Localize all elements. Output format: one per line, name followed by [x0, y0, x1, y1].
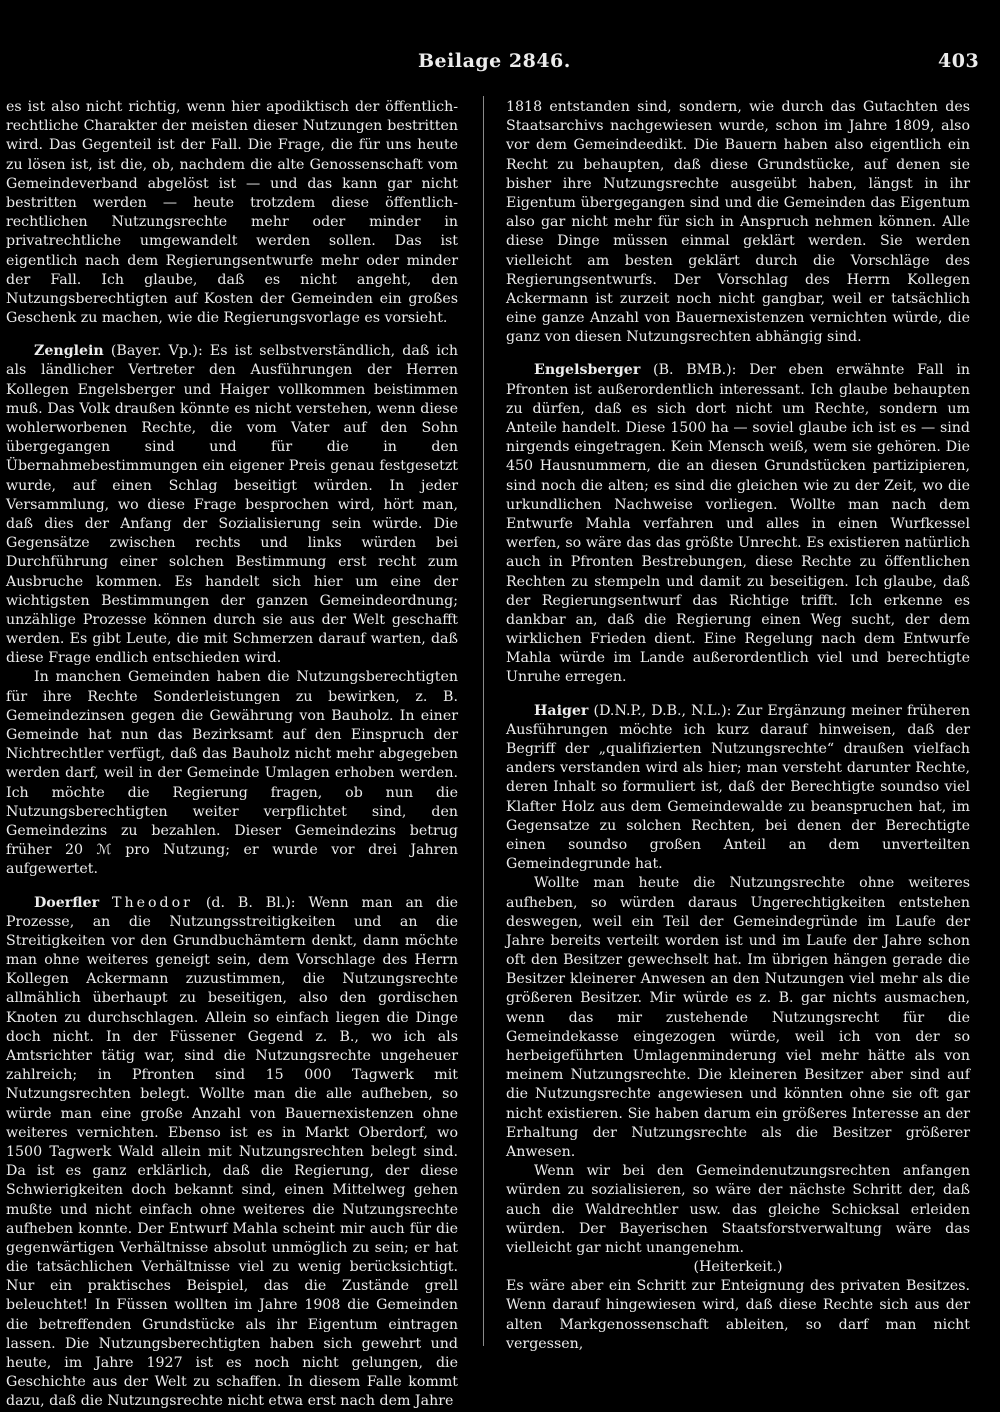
paragraph: In manchen Gemeinden haben die Nutzungsberechtigten für ihre Rechte Sonderleistungen zu bewirken, z. B. Gemeindezinsen gegen die Gewährung von Bauholz. In einer Gemeinde hat nun das Bezirksamt auf den Einspruch der Nichtrechtler verfügt, daß das Bauholz nicht mehr abgegeben werden darf, weil in der Gemeinde Umlagen erhoben werden. Ich möchte die Regierung fragen, ob nun die Nutzungsberechtigten weiter verpflichtet sind, den Gemeindezins zu bezahlen. Dieser Gemeindezins betrug früher 20 ℳ pro Nutzung; er wurde vor drei Jahren aufgewertet. — [6, 669, 458, 878]
speech-text: Es ist selbstverständlich, daß ich als ländlicher Vertreter den Ausführungen der Herren Kollegen Engelsberger und Haiger vollkommen beistimmen muß. Das Volk draußen könnte es nicht verstehen, wenn diese wohlerworbenen Rechte, die vom Vater auf den Sohn übergegangen sind und für die in den Übernahmebestimmungen ein eigener Preis genau festgesetzt wurde, auf einen Schlag beseitigt würden. In jeder Versammlung, wo diese Frage besprochen wird, hört man, daß dies der Anfang der Sozialisierung sein würde. Die Gegensätze zwischen rechts und links würden bei Durchführung einer solchen Bestimmung erst recht zum Ausbruche kommen. Es handelt sich hier um eine der wichtigsten Bestimmungen der ganzen Gemeindeordnung; unzählige Prozesse können durch sie aus der Welt geschafft werden. Es gibt Leute, die mit Schmerzen darauf warten, daß diese Frage endlich entschieden wird. — [6, 343, 459, 667]
paragraph: Wenn wir bei den Gemeindenutzungsrechten anfangen würden zu sozialisieren, so wäre der nächste Schritt der, daß auch die Waldrechtler usw. das gleiche Schicksal erleiden würden. Der Bayerischen Staatsforstverwaltung wäre das vielleicht gar nicht unangenehm. — [506, 1163, 970, 1256]
speaker-name: Doerfler — [34, 894, 100, 911]
speech-doerfler — [6, 894, 458, 1412]
speaker-name: Haiger — [534, 702, 589, 719]
speaker-party: (D.N.P., D.B., N.L.): — [593, 702, 732, 719]
page-header-title: Beilage 2846. — [418, 50, 571, 72]
paragraph: Wollte man heute die Nutzungsrechte ohne weiteres aufheben, so würden daraus Ungerechtigkeiten entstehen deswegen, weil ein Teil der Gemeindegründe im Laufe der Jahre bereits verteilt worden ist und im Laufe der Jahre schon oft den Besitzer gewechselt hat. Im übrigen hängen gerade die Besitzer kleinerer Anwesen an den Nutzungen viel mehr als die größeren Besitzer. Mir würde es z. B. gar nichts ausmachen, wenn das mir zustehende Nutzungsrecht für die Gemeindekasse eingezogen würde, weil ich von der so herbeigeführten Umlagenminderung viel mehr hätte als von meinem Nutzungsrechte. Die kleineren Besitzer aber sind auf die Nutzungsrechte angewiesen und könnten ohne sie oft gar nicht existieren. Sie haben darum ein größeres Interesse an der Erhaltung der Nutzungsrechte als die Besitzer größerer Anwesen. — [506, 875, 970, 1160]
interjection: (Heiterkeit.) — [693, 1259, 783, 1276]
speech-engelsberger — [506, 361, 970, 687]
paragraph: 1818 entstanden sind, sondern, wie durch das Gutachten des Staatsarchivs nachgewiesen wurde, schon im Jahre 1809, also vor dem Gemeindeedikt. Die Bauern haben also eigentlich ein Recht zu behaupten, daß diese Grundstücke, auf denen sie bisher ihre Nutzungsrechte ausgeübt haben, längst in ihr Eigentum übergegangen sind und die Gemeinden das Eigentum also gar nicht mehr für sich in Anspruch nehmen können. Alle diese Dinge müssen einmal geklärt werden. Sie werden vielleicht am besten geklärt durch die Vorschläge des Regierungsentwurfs. Der Vorschlag des Herrn Kollegen Ackermann ist zurzeit noch nicht gangbar, weil er tatsächlich eine ganze Anzahl von Bauernexistenzen vernichten würde, die ganz von diesen Nutzungsrechten abhängig sind. — [506, 99, 970, 346]
speaker-party: (d. B. Bl.): — [205, 894, 296, 911]
speech-text: Der eben erwähnte Fall in Pfronten ist außerordentlich interessant. Ich glaube behaupten zu dürfen, daß es sich dort nicht um Rechte, sondern um Anteile handelt. Diese 1500 ha — soviel glaube ich ist es — sind nirgends eingetragen. Kein Mensch weiß, wem sie gehören. Die 450 Hausnummern, die an diesen Grundstücken partizipieren, sind noch die alten; es sind die gleichen wie zu der Zeit, wo die urkundlichen Nachweise vorliegen. Wollte man nach dem Entwurfe Mahla verfahren und alles in einen Wurfkessel werfen, so wäre das das größte Unrecht. Es existieren natürlich auch in Pfronten Bestrebungen, diese Rechte zu öffentlichen Rechten zu stempeln und damit zu beseitigen. Ich glaube, daß der Regierungsentwurf das Richtige trifft. Ich erkenne es dankbar an, daß die Regierung einen Weg sucht, der dem wirklichen Frieden dient. Eine Regelung nach dem Entwurfe Mahla würde im Lande außerordentlich viel und berechtigte Unruhe erregen. — [506, 362, 970, 686]
speaker-name: Zenglein — [34, 343, 104, 360]
column-divider — [483, 96, 484, 1346]
speaker-party: (Bayer. Vp.): — [110, 343, 203, 360]
speech-zenglein — [6, 342, 458, 668]
right-column — [506, 98, 970, 1354]
speech-haiger — [506, 702, 970, 875]
speaker-first-name: Theodor — [112, 894, 193, 911]
page-number: 403 — [938, 50, 980, 72]
speaker-party: (B. BMB.): — [653, 362, 737, 379]
paragraph: Es wäre aber ein Schritt zur Enteignung des privaten Besitzes. Wenn darauf hingewiesen wird, daß diese Rechte sich aus der alten Markgenossenschaft ableiten, so darf man nicht vergessen, — [506, 1278, 970, 1352]
speech-text: Zur Ergänzung meiner früheren Ausführungen möchte ich kurz darauf hinweisen, daß der Begriff der „qualifizierten Nutzungsrechte“ draußen vielfach anders verstanden wird als hier; man versteht darunter Rechte, deren Inhalt so formuliert ist, daß der Berechtigte soundso viel Klafter Holz aus dem Gemeindewalde zu beanspruchen hat, im Gegensatze zu solchen Rechten, bei denen der Berechtigte einen soundso großen Anteil an dem unverteilten Gemeindegrunde hat. — [506, 702, 970, 873]
left-column — [6, 98, 458, 1412]
paragraph: es ist also nicht richtig, wenn hier apodiktisch der öffentlich-rechtliche Charakter der meisten dieser Nutzungen bestritten wird. Das Gegenteil ist der Fall. Die Frage, die für uns heute zu lösen ist, ist die, ob, nachdem die alte Genossenschaft vom Gemeindeverband abgelöst ist — und das kann gar nicht bestritten werden — heute trotzdem diese öffentlich-rechtlichen Nutzungsrechte mehr oder minder in privatrechtliche umgewandelt werden sollen. Das ist eigentlich nach dem Regierungsentwurfe mehr oder minder der Fall. Ich glaube, daß es nicht angeht, den Nutzungsberechtigten auf Kosten der Gemeinden ein großes Geschenk zu machen, wie die Regierungsvorlage es vorsieht. — [6, 99, 458, 327]
speaker-name: Engelsberger — [534, 362, 641, 379]
speech-text: Wenn man an die Prozesse, an die Nutzungsstreitigkeiten und an die Streitigkeiten vor den Grundbuchämtern denkt, dann möchte man ohne weiteres geneigt sein, dem Vorschlage des Herrn Kollegen Ackermann zuzustimmen, die Nutzungsrechte allmählich überhaupt zu beseitigen, also den gordischen Knoten zu durchschlagen. Allein so einfach liegen die Dinge doch nicht. In der Füssener Gegend z. B., wo ich als Amtsrichter tätig war, sind die Nutzungsrechte ungeheuer zahlreich; in Pfronten sind 15 000 Tagwerk mit Nutzungsrechten belegt. Wollte man die alle aufheben, so würde man eine große Anzahl von Bauernexistenzen ohne weiteres vernichten. Ebenso ist es in Markt Oberdorf, wo 1500 Tagwerk Wald allein mit Nutzungsrechten belegt sind. Da ist es ganz erklärlich, daß die Regierung, der diese Schwierigkeiten doch bekannt sind, einen Mittelweg gehen mußte und nicht einfach ohne weiteres die Nutzungsrechte aufheben konnte. Der Entwurf Mahla scheint mir auch für die gegenwärtigen Verhältnisse absolut unmöglich zu sein; er hat die tatsächlichen Verhältnisse viel zu wenig berücksichtigt. Nur ein praktisches Beispiel, das die Zustände grell beleuchtet! In Füssen wollten im Jahre 1908 die Gemeinden die betreffenden Grundstücke als ihr Eigentum eintragen lassen. Die Nutzungsberechtigten haben sich gewehrt und heute, im Jahre 1927 ist es noch nicht gelungen, die Geschichte aus der Welt zu schaffen. In diesem Falle kommt dazu, daß die Nutzungsrechte nicht etwa erst nach dem Jahre — [6, 894, 458, 1410]
